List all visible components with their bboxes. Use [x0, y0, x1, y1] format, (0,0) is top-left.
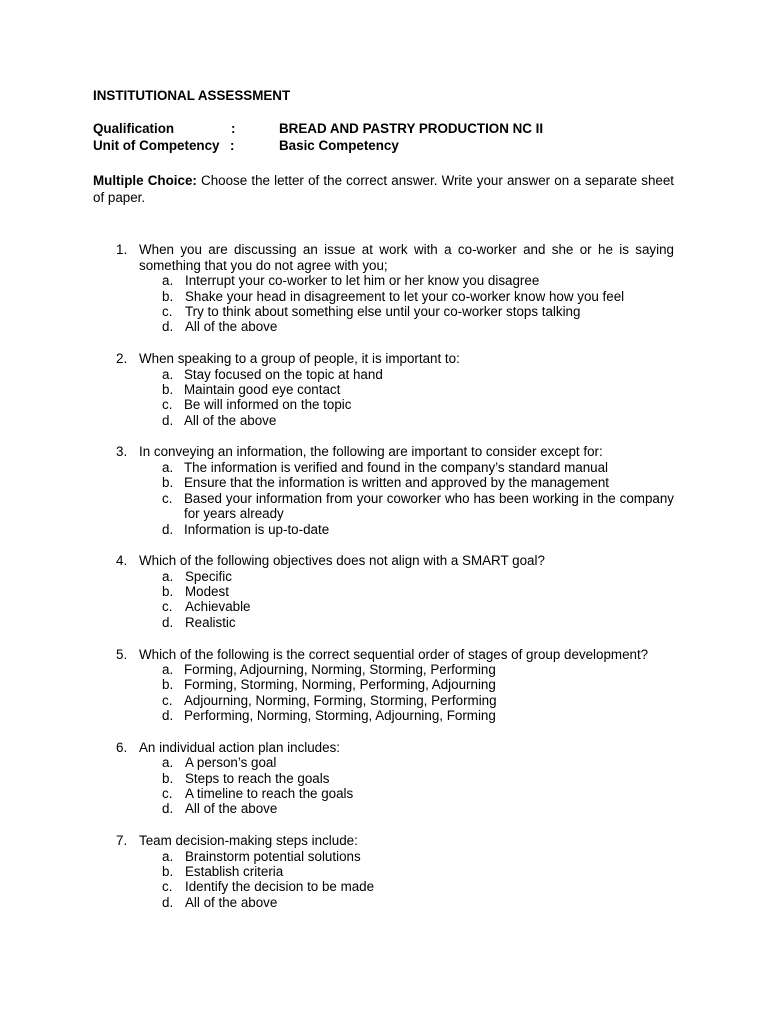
choice-list [139, 755, 674, 817]
question-number: 1. [116, 242, 128, 258]
choice-list [139, 569, 674, 631]
question-1 [93, 242, 674, 334]
choice-item: c. Try to think about something else until your co-worker stops talking [162, 304, 581, 320]
choice-item: d. Realistic [162, 614, 236, 630]
choice-item: d. All of the above [162, 894, 278, 910]
question-list [93, 242, 674, 910]
question-6 [93, 740, 674, 817]
unit-row [93, 138, 674, 155]
question-number: 5. [116, 646, 128, 662]
choice-item: d. Performing, Norming, Storming, Adjourning, Forming [162, 708, 496, 724]
choice-item: a. Specific [162, 568, 232, 584]
choice-list [139, 849, 674, 911]
instructions-text: Choose the letter of the correct answer. Write your answer on a separate sheet of paper. [93, 173, 675, 206]
choice-item: c. Based your information from your coworker who has been working in the company for years already [162, 490, 674, 522]
choice-item: a. Brainstorm potential solutions [162, 848, 361, 864]
choice-item: a. A person’s goal [162, 755, 277, 771]
choice-item: a. Interrupt your co-worker to let him or her know you disagree [162, 273, 540, 289]
question-text: Which of the following objectives does not align with a SMART goal? [139, 553, 545, 569]
choice-item: d. Information is up-to-date [162, 521, 330, 537]
qualification-colon: : [231, 121, 236, 137]
question-5 [93, 647, 674, 724]
choice-item: b. Shake your head in disagreement to let your co-worker know how you feel [162, 288, 625, 304]
question-text: An individual action plan includes: [139, 739, 340, 755]
choice-list [139, 273, 674, 335]
question-number: 7. [116, 833, 128, 849]
choice-item: c. A timeline to reach the goals [162, 786, 354, 802]
question-number: 4. [116, 553, 128, 569]
question-text: Which of the following is the correct sequential order of stages of group development? [139, 646, 649, 662]
page-title: INSTITUTIONAL ASSESSMENT [93, 88, 291, 103]
question-7 [93, 833, 674, 910]
choice-item: c. Adjourning, Norming, Forming, Storming, Performing [162, 692, 497, 708]
unit-colon: : [230, 137, 235, 153]
choice-item: b. Forming, Storming, Norming, Performing, Adjourning [162, 677, 496, 693]
instructions [93, 172, 674, 206]
question-2 [93, 351, 674, 428]
choice-item: d. All of the above [162, 801, 278, 817]
assessment-meta [93, 121, 674, 154]
choice-item: b. Maintain good eye contact [162, 381, 341, 397]
question-text: In conveying an information, the following are important to consider except for: [139, 444, 603, 460]
choice-item: d. All of the above [162, 319, 278, 335]
unit-value: Basic Competency [279, 137, 399, 153]
choice-list [139, 460, 674, 537]
qualification-label: Qualification [93, 121, 175, 137]
choice-item: b. Establish criteria [162, 864, 284, 879]
choice-item: d. All of the above [162, 412, 277, 428]
qualification-value: BREAD AND PASTRY PRODUCTION NC II [279, 121, 544, 137]
choice-item: b. Ensure that the information is written and approved by the management [162, 475, 610, 491]
choice-list [139, 662, 674, 724]
document-page [93, 88, 674, 927]
choice-item: c. Identify the decision to be made [162, 879, 375, 895]
choice-item: c. Achievable [162, 599, 251, 615]
choice-item: a. Stay focused on the topic at hand [162, 366, 383, 382]
choice-item: b. Steps to reach the goals [162, 770, 330, 786]
question-number: 6. [116, 739, 128, 755]
question-number: 2. [116, 351, 128, 367]
choice-item: a. The information is verified and found in the company’s standard manual [162, 459, 609, 475]
question-4 [93, 553, 674, 630]
choice-item: b. Modest [162, 584, 229, 600]
question-text: Team decision-making steps include: [139, 833, 358, 849]
choice-list [139, 367, 674, 429]
unit-label: Unit of Competency [93, 137, 220, 153]
question-text: When you are discussing an issue at work with a co-worker and she or he is saying something that you do not agree with you; [139, 242, 674, 273]
qualification-row [93, 121, 674, 138]
instructions-label: Multiple Choice: [93, 173, 197, 189]
question-text: When speaking to a group of people, it is important to: [139, 351, 460, 367]
choice-item: a. Forming, Adjourning, Norming, Storming, Performing [162, 661, 496, 677]
question-number: 3. [116, 444, 128, 460]
question-3 [93, 444, 674, 536]
choice-item: c. Be will informed on the topic [162, 397, 352, 413]
